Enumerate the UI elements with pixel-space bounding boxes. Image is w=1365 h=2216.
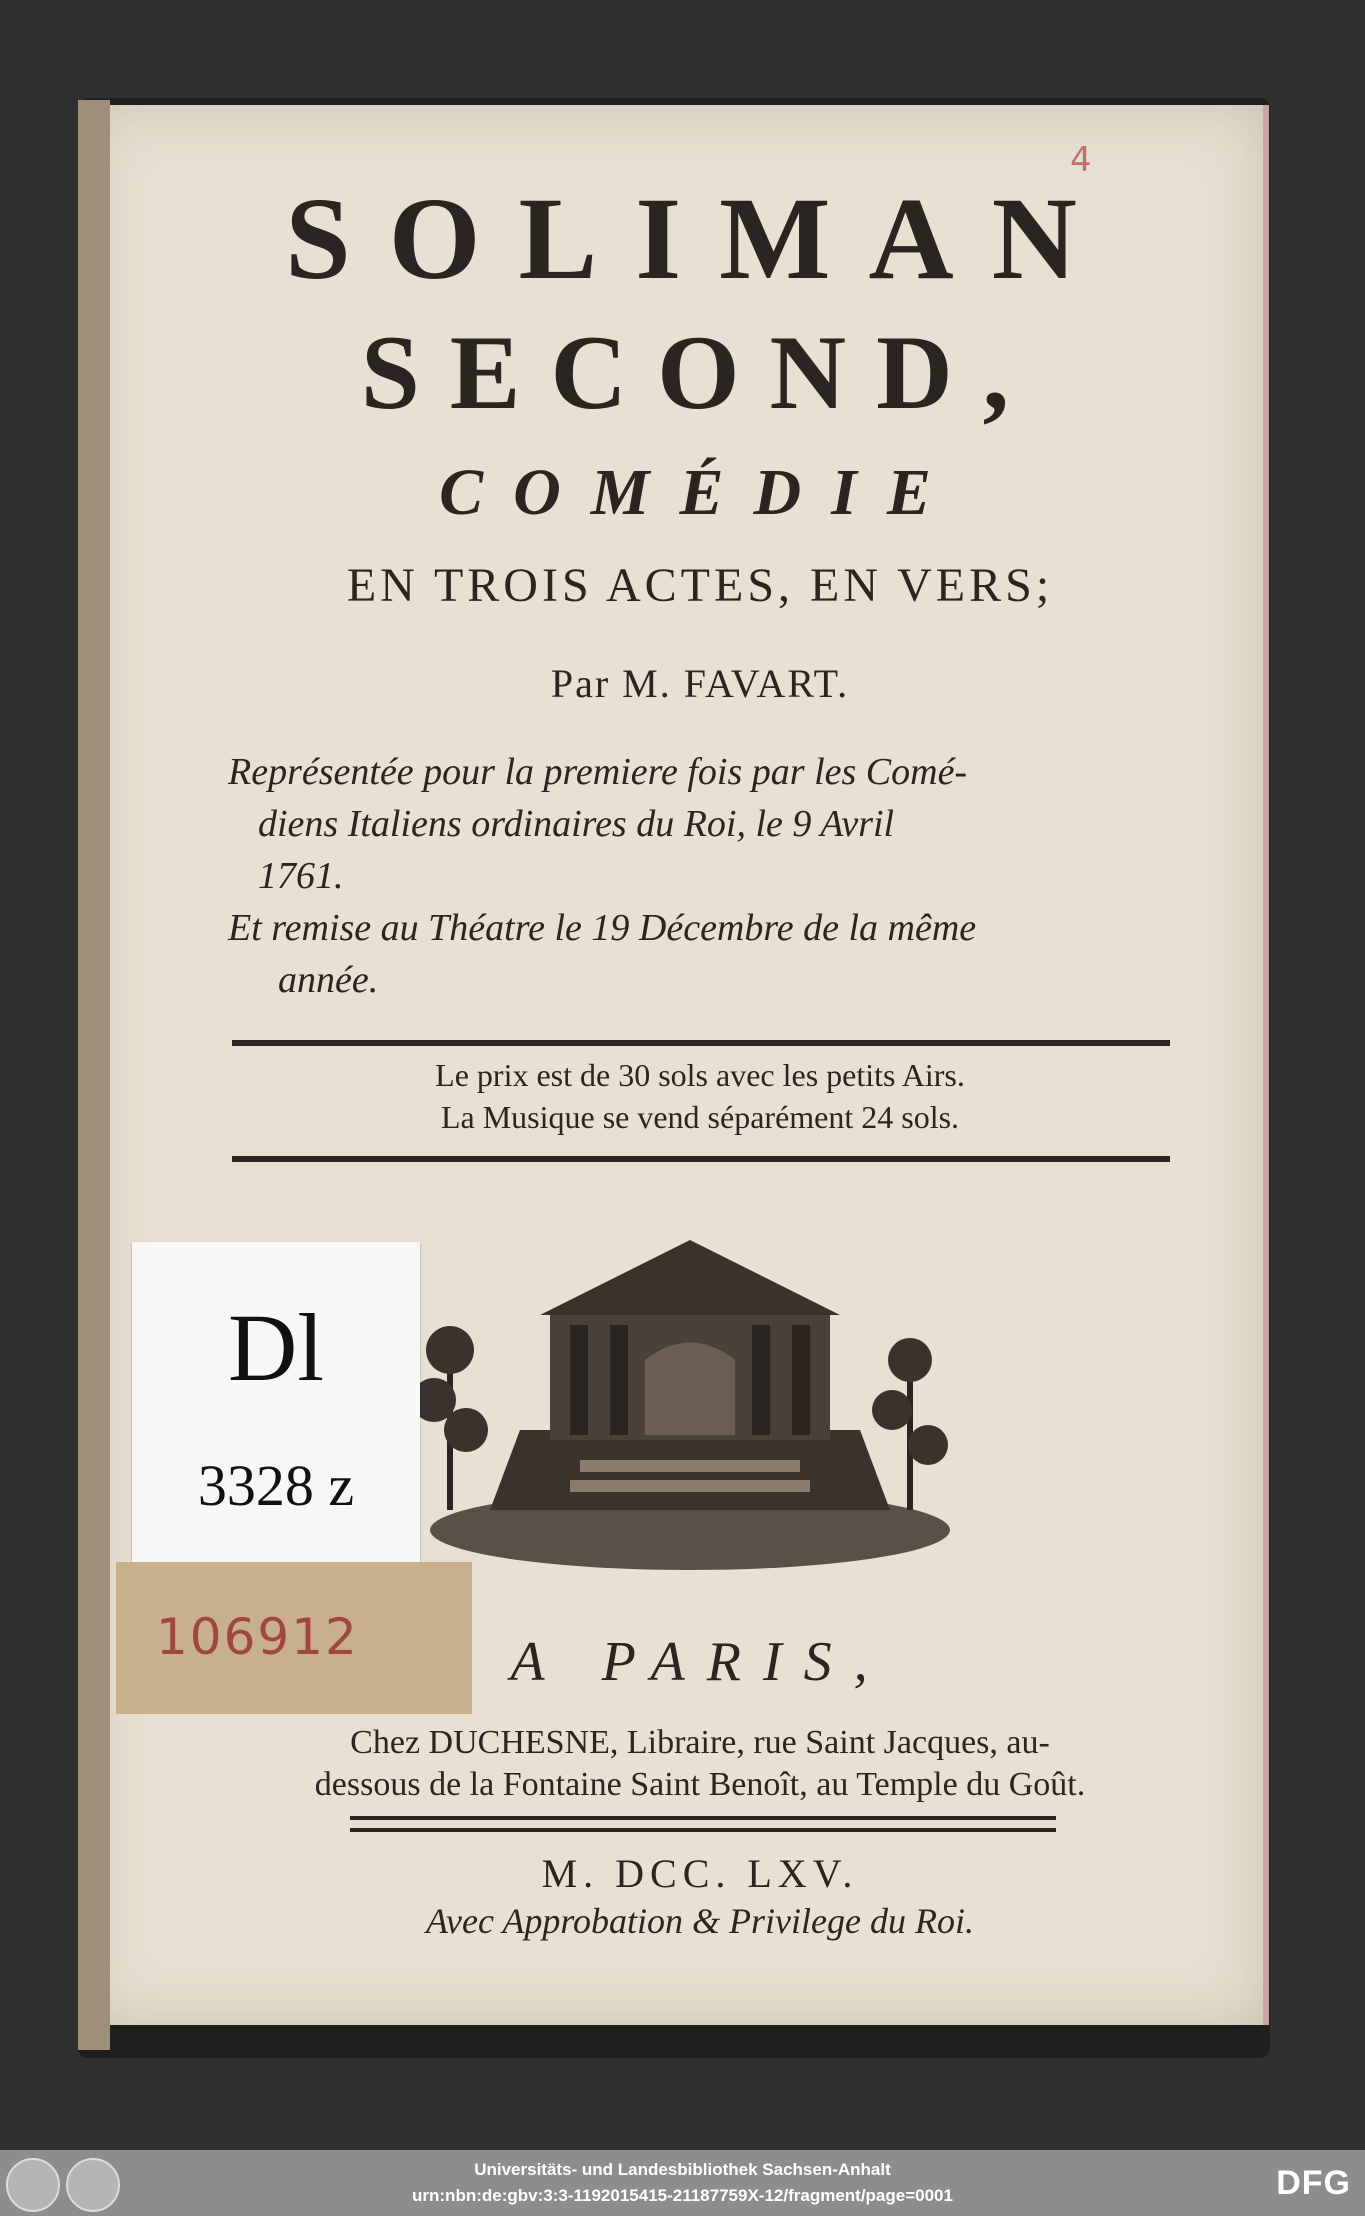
performance-note	[228, 748, 1198, 1008]
shelfmark-bottom: 3328 z	[197, 1453, 355, 1518]
price-note	[230, 1054, 1170, 1138]
performance-line: Et remise au Théatre le 19 Décembre de la même	[228, 907, 977, 949]
subtitle: EN TROIS ACTES, EN VERS;	[346, 559, 1054, 612]
imprint-rule	[350, 1816, 1056, 1820]
rule-bottom	[232, 1156, 1170, 1162]
imprint-place: A PARIS,	[510, 1631, 890, 1693]
footer-urn[interactable]: urn:nbn:de:gbv:3:3-1192015415-21187759X-12/fragment/page=0001	[412, 2186, 953, 2205]
shelfmark-label	[132, 1242, 420, 1562]
book-spine	[78, 100, 110, 2050]
temple-vignette	[420, 1230, 960, 1580]
title-line-1: SOLIMAN	[285, 173, 1115, 304]
genre: COMÉDIE	[439, 456, 961, 529]
shelfmark-top: Dl	[228, 1294, 324, 1401]
performance-line: 1761.	[258, 855, 344, 897]
imprint-year: M. DCC. LXV.	[541, 1851, 859, 1896]
accession-number: 106912	[156, 1608, 359, 1666]
performance-line: diens Italiens ordinaires du Roi, le 9 Avril	[258, 803, 895, 845]
publisher-line: Chez DUCHESNE, Libraire, rue Saint Jacques, au-	[350, 1724, 1050, 1761]
footer-institution: Universitäts- und Landesbibliothek Sachsen-Anhalt	[474, 2160, 891, 2179]
publisher-line: dessous de la Fontaine Saint Benoît, au Temple du Goût.	[314, 1766, 1086, 1803]
publisher	[220, 1722, 1180, 1806]
footer-bar	[0, 2150, 1365, 2216]
title-line-2: SECOND,	[360, 314, 1040, 431]
dfg-logo: DFG	[1276, 2164, 1351, 2202]
pencil-number: 4	[1070, 140, 1092, 180]
price-line: Le prix est de 30 sols avec les petits Airs.	[435, 1057, 965, 1093]
privilege-line: Avec Approbation & Privilege du Roi.	[426, 1901, 974, 1941]
imprint-rule	[350, 1828, 1056, 1832]
performance-line: année.	[278, 959, 379, 1001]
rule-top	[232, 1040, 1170, 1046]
price-line: La Musique se vend séparément 24 sols.	[440, 1099, 960, 1135]
performance-line: Représentée pour la premiere fois par les Comé-	[228, 751, 968, 793]
author: Par M. FAVART.	[550, 661, 850, 706]
